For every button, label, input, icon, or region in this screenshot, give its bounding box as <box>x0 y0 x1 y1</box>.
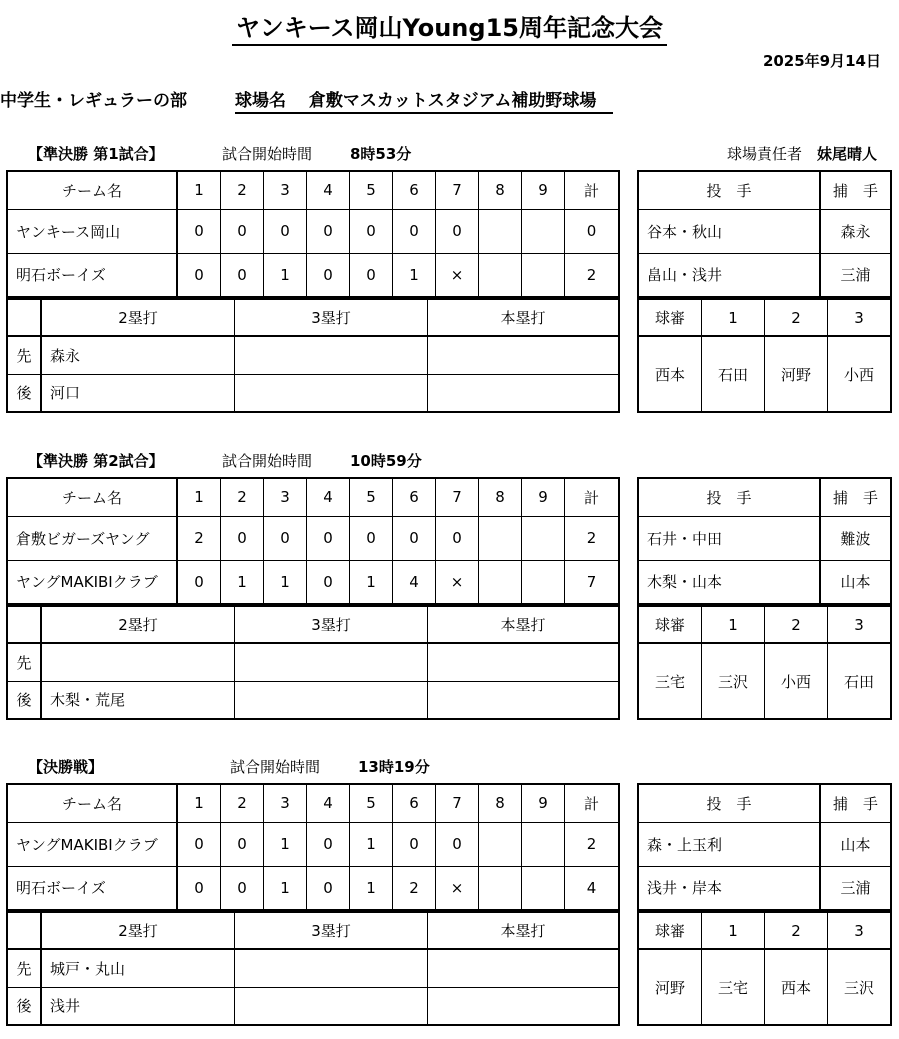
inning-score: 0 <box>221 822 264 866</box>
double-hitters: 城戸・丸山 <box>41 949 235 987</box>
hits-header-row <box>7 606 619 643</box>
inning-header: 3 <box>264 171 307 209</box>
inning-score: 0 <box>177 866 221 910</box>
inning-header: 2 <box>221 478 264 516</box>
inning-header: 6 <box>393 478 436 516</box>
pitchers: 森・上玉利 <box>638 822 820 866</box>
side-label: 先 <box>7 949 41 987</box>
umpire-header-row <box>638 299 891 336</box>
start-time-label: 試合開始時間 <box>222 452 313 470</box>
team-name-header: チーム名 <box>7 478 177 516</box>
double-hitters: 森永 <box>41 336 235 374</box>
inning-score: 1 <box>350 560 393 604</box>
score-table <box>6 477 620 605</box>
inning-score <box>522 822 565 866</box>
inning-score <box>479 866 522 910</box>
team-row <box>7 866 619 910</box>
umpire-name: 河野 <box>638 949 702 1025</box>
inning-header: 1 <box>177 171 221 209</box>
team-name: ヤンキース岡山 <box>7 209 177 253</box>
inning-score: 2 <box>393 866 436 910</box>
battery-row <box>638 209 891 253</box>
extra-base-hits-table <box>6 911 620 1026</box>
battery-row <box>638 822 891 866</box>
inning-header: 2 <box>221 171 264 209</box>
score-header-row <box>7 478 619 516</box>
inning-score: 0 <box>307 822 350 866</box>
inning-score: 1 <box>264 560 307 604</box>
side-label: 先 <box>7 643 41 681</box>
inning-score <box>522 253 565 297</box>
umpire-name: 三沢 <box>828 949 892 1025</box>
double-header: 2塁打 <box>41 606 235 643</box>
homerun-hitters <box>428 374 620 412</box>
pitchers: 畠山・浅井 <box>638 253 820 297</box>
inning-score: 1 <box>264 866 307 910</box>
pitcher-header: 投 手 <box>638 171 820 209</box>
inning-score: 0 <box>307 253 350 297</box>
catcher-header: 捕 手 <box>820 784 891 822</box>
hits-row <box>7 987 619 1025</box>
inning-score <box>479 516 522 560</box>
inning-header: 7 <box>436 171 479 209</box>
umpire-name: 三沢 <box>702 643 765 719</box>
inning-score: 0 <box>307 560 350 604</box>
inning-score: 0 <box>393 516 436 560</box>
inning-score: 0 <box>436 209 479 253</box>
inning-score <box>522 209 565 253</box>
hits-row <box>7 681 619 719</box>
inning-header: 7 <box>436 478 479 516</box>
inning-score <box>479 560 522 604</box>
inning-header: 5 <box>350 478 393 516</box>
battery-header-row <box>638 478 891 516</box>
inning-header: 8 <box>479 171 522 209</box>
inning-score: 1 <box>393 253 436 297</box>
inning-header: 5 <box>350 171 393 209</box>
inning-header: 2 <box>221 784 264 822</box>
umpire-row <box>638 643 891 719</box>
team-name: 明石ボーイズ <box>7 866 177 910</box>
side-label: 後 <box>7 987 41 1025</box>
chief-umpire-header: 球審 <box>638 912 702 949</box>
base-umpire-header: 3 <box>828 299 892 336</box>
battery-row <box>638 866 891 910</box>
double-header: 2塁打 <box>41 912 235 949</box>
base-umpire-header: 2 <box>765 606 828 643</box>
score-table <box>6 170 620 298</box>
umpire-table <box>637 605 892 720</box>
umpire-name: 河野 <box>765 336 828 412</box>
double-hitters: 木梨・荒尾 <box>41 681 235 719</box>
team-name: 明石ボーイズ <box>7 253 177 297</box>
venue-label: 球場名 <box>235 91 286 111</box>
total-score: 4 <box>565 866 620 910</box>
battery-row <box>638 253 891 297</box>
total-header: 計 <box>565 171 620 209</box>
team-name-header: チーム名 <box>7 784 177 822</box>
catcher: 三浦 <box>820 866 891 910</box>
score-header-row <box>7 784 619 822</box>
base-umpire-header: 1 <box>702 606 765 643</box>
homerun-header: 本塁打 <box>428 606 620 643</box>
umpire-header-row <box>638 606 891 643</box>
homerun-header: 本塁打 <box>428 299 620 336</box>
total-score: 0 <box>565 209 620 253</box>
base-umpire-header: 2 <box>765 912 828 949</box>
double-header: 2塁打 <box>41 299 235 336</box>
umpire-name: 西本 <box>765 949 828 1025</box>
inning-score: 0 <box>436 822 479 866</box>
homerun-hitters <box>428 336 620 374</box>
inning-score: × <box>436 253 479 297</box>
inning-header: 8 <box>479 784 522 822</box>
umpire-name: 石田 <box>702 336 765 412</box>
inning-score: 0 <box>393 209 436 253</box>
extra-base-hits-table <box>6 298 620 413</box>
base-umpire-header: 2 <box>765 299 828 336</box>
inning-score: × <box>436 560 479 604</box>
inning-score <box>479 253 522 297</box>
start-time: 8時53分 <box>350 145 412 163</box>
battery-header-row <box>638 784 891 822</box>
inning-header: 7 <box>436 784 479 822</box>
side-label: 後 <box>7 681 41 719</box>
base-umpire-header: 1 <box>702 299 765 336</box>
umpire-name: 小西 <box>765 643 828 719</box>
event-date: 2025年9月14日 <box>762 52 881 70</box>
inning-score: 0 <box>221 209 264 253</box>
total-score: 2 <box>565 253 620 297</box>
inning-score: 1 <box>350 822 393 866</box>
inning-score <box>522 560 565 604</box>
team-row <box>7 516 619 560</box>
catcher: 山本 <box>820 822 891 866</box>
extra-base-hits-table <box>6 605 620 720</box>
umpire-row <box>638 336 891 412</box>
triple-hitters <box>235 643 428 681</box>
homerun-hitters <box>428 949 620 987</box>
team-name-header: チーム名 <box>7 171 177 209</box>
catcher: 山本 <box>820 560 891 604</box>
team-row <box>7 253 619 297</box>
double-hitters <box>41 643 235 681</box>
inning-header: 6 <box>393 171 436 209</box>
hits-row <box>7 374 619 412</box>
inning-header: 1 <box>177 478 221 516</box>
inning-header: 1 <box>177 784 221 822</box>
umpire-name: 石田 <box>828 643 892 719</box>
pitchers: 木梨・山本 <box>638 560 820 604</box>
triple-hitters <box>235 987 428 1025</box>
homerun-header: 本塁打 <box>428 912 620 949</box>
total-score: 2 <box>565 822 620 866</box>
inning-score: 0 <box>393 822 436 866</box>
inning-score: 0 <box>264 516 307 560</box>
umpire-name: 小西 <box>828 336 892 412</box>
inning-header: 5 <box>350 784 393 822</box>
inning-header: 4 <box>307 478 350 516</box>
inning-score: 0 <box>177 253 221 297</box>
game-name: 【決勝戦】 <box>28 758 104 776</box>
hits-header-row <box>7 299 619 336</box>
inning-score: 1 <box>350 866 393 910</box>
inning-score: 0 <box>436 516 479 560</box>
triple-header: 3塁打 <box>235 299 428 336</box>
catcher-header: 捕 手 <box>820 478 891 516</box>
page-title: ヤンキース岡山Young15周年記念大会 <box>0 8 899 46</box>
inning-score: 0 <box>350 253 393 297</box>
inning-score: 1 <box>264 822 307 866</box>
inning-score: 0 <box>350 209 393 253</box>
triple-hitters <box>235 681 428 719</box>
pitchers: 谷本・秋山 <box>638 209 820 253</box>
triple-hitters <box>235 374 428 412</box>
pitcher-header: 投 手 <box>638 784 820 822</box>
total-header: 計 <box>565 478 620 516</box>
inning-score: 0 <box>221 516 264 560</box>
battery-table <box>637 477 892 605</box>
inning-header: 9 <box>522 784 565 822</box>
inning-score: 0 <box>264 209 307 253</box>
inning-score: 0 <box>307 516 350 560</box>
inning-score: × <box>436 866 479 910</box>
base-umpire-header: 1 <box>702 912 765 949</box>
double-hitters: 河口 <box>41 374 235 412</box>
battery-header-row <box>638 171 891 209</box>
chief-umpire-header: 球審 <box>638 606 702 643</box>
umpire-table <box>637 911 892 1026</box>
division-label: 中学生・レギュラーの部 <box>0 91 187 111</box>
inning-score <box>479 822 522 866</box>
inning-header: 3 <box>264 478 307 516</box>
base-umpire-header: 3 <box>828 912 892 949</box>
start-time-label: 試合開始時間 <box>230 758 321 776</box>
battery-row <box>638 560 891 604</box>
game-name: 【準決勝 第1試合】 <box>28 145 164 163</box>
hits-row <box>7 336 619 374</box>
venue-line <box>235 86 613 111</box>
catcher-header: 捕 手 <box>820 171 891 209</box>
venue-name: 倉敷マスカットスタジアム補助野球場 <box>308 91 597 111</box>
team-row <box>7 209 619 253</box>
inning-score: 0 <box>307 209 350 253</box>
umpire-name: 三宅 <box>702 949 765 1025</box>
inning-header: 6 <box>393 784 436 822</box>
triple-hitters <box>235 336 428 374</box>
inning-score: 1 <box>264 253 307 297</box>
inning-score: 0 <box>177 822 221 866</box>
side-label: 先 <box>7 336 41 374</box>
inning-header: 9 <box>522 171 565 209</box>
hits-row <box>7 949 619 987</box>
inning-header: 4 <box>307 171 350 209</box>
team-name: ヤングMAKIBIクラブ <box>7 560 177 604</box>
inning-score: 2 <box>177 516 221 560</box>
chief-umpire-header: 球審 <box>638 299 702 336</box>
homerun-hitters <box>428 643 620 681</box>
triple-header: 3塁打 <box>235 606 428 643</box>
inning-header: 4 <box>307 784 350 822</box>
inning-score: 4 <box>393 560 436 604</box>
umpire-table <box>637 298 892 413</box>
venue-manager: 球場責任者 妹尾晴人 <box>726 145 877 163</box>
inning-score: 0 <box>177 209 221 253</box>
double-hitters: 浅井 <box>41 987 235 1025</box>
catcher: 三浦 <box>820 253 891 297</box>
catcher: 難波 <box>820 516 891 560</box>
homerun-hitters <box>428 681 620 719</box>
inning-header: 3 <box>264 784 307 822</box>
inning-score: 0 <box>350 516 393 560</box>
team-name: 倉敷ビガーズヤング <box>7 516 177 560</box>
battery-row <box>638 516 891 560</box>
score-table <box>6 783 620 911</box>
inning-score: 0 <box>177 560 221 604</box>
base-umpire-header: 3 <box>828 606 892 643</box>
catcher: 森永 <box>820 209 891 253</box>
inning-score: 0 <box>221 253 264 297</box>
start-time: 13時19分 <box>358 758 430 776</box>
triple-header: 3塁打 <box>235 912 428 949</box>
pitchers: 石井・中田 <box>638 516 820 560</box>
team-row <box>7 560 619 604</box>
umpire-header-row <box>638 912 891 949</box>
inning-score <box>522 516 565 560</box>
battery-table <box>637 170 892 298</box>
battery-table <box>637 783 892 911</box>
umpire-name: 三宅 <box>638 643 702 719</box>
side-label: 後 <box>7 374 41 412</box>
start-time: 10時59分 <box>350 452 422 470</box>
inning-header: 8 <box>479 478 522 516</box>
hits-header-row <box>7 912 619 949</box>
hits-row <box>7 643 619 681</box>
inning-score: 1 <box>221 560 264 604</box>
umpire-name: 西本 <box>638 336 702 412</box>
score-header-row <box>7 171 619 209</box>
total-score: 2 <box>565 516 620 560</box>
inning-score: 0 <box>221 866 264 910</box>
start-time-label: 試合開始時間 <box>222 145 313 163</box>
pitchers: 浅井・岸本 <box>638 866 820 910</box>
total-header: 計 <box>565 784 620 822</box>
team-row <box>7 822 619 866</box>
inning-header: 9 <box>522 478 565 516</box>
pitcher-header: 投 手 <box>638 478 820 516</box>
triple-hitters <box>235 949 428 987</box>
umpire-row <box>638 949 891 1025</box>
inning-score: 0 <box>307 866 350 910</box>
inning-score <box>522 866 565 910</box>
team-name: ヤングMAKIBIクラブ <box>7 822 177 866</box>
homerun-hitters <box>428 987 620 1025</box>
total-score: 7 <box>565 560 620 604</box>
inning-score <box>479 209 522 253</box>
game-name: 【準決勝 第2試合】 <box>28 452 164 470</box>
